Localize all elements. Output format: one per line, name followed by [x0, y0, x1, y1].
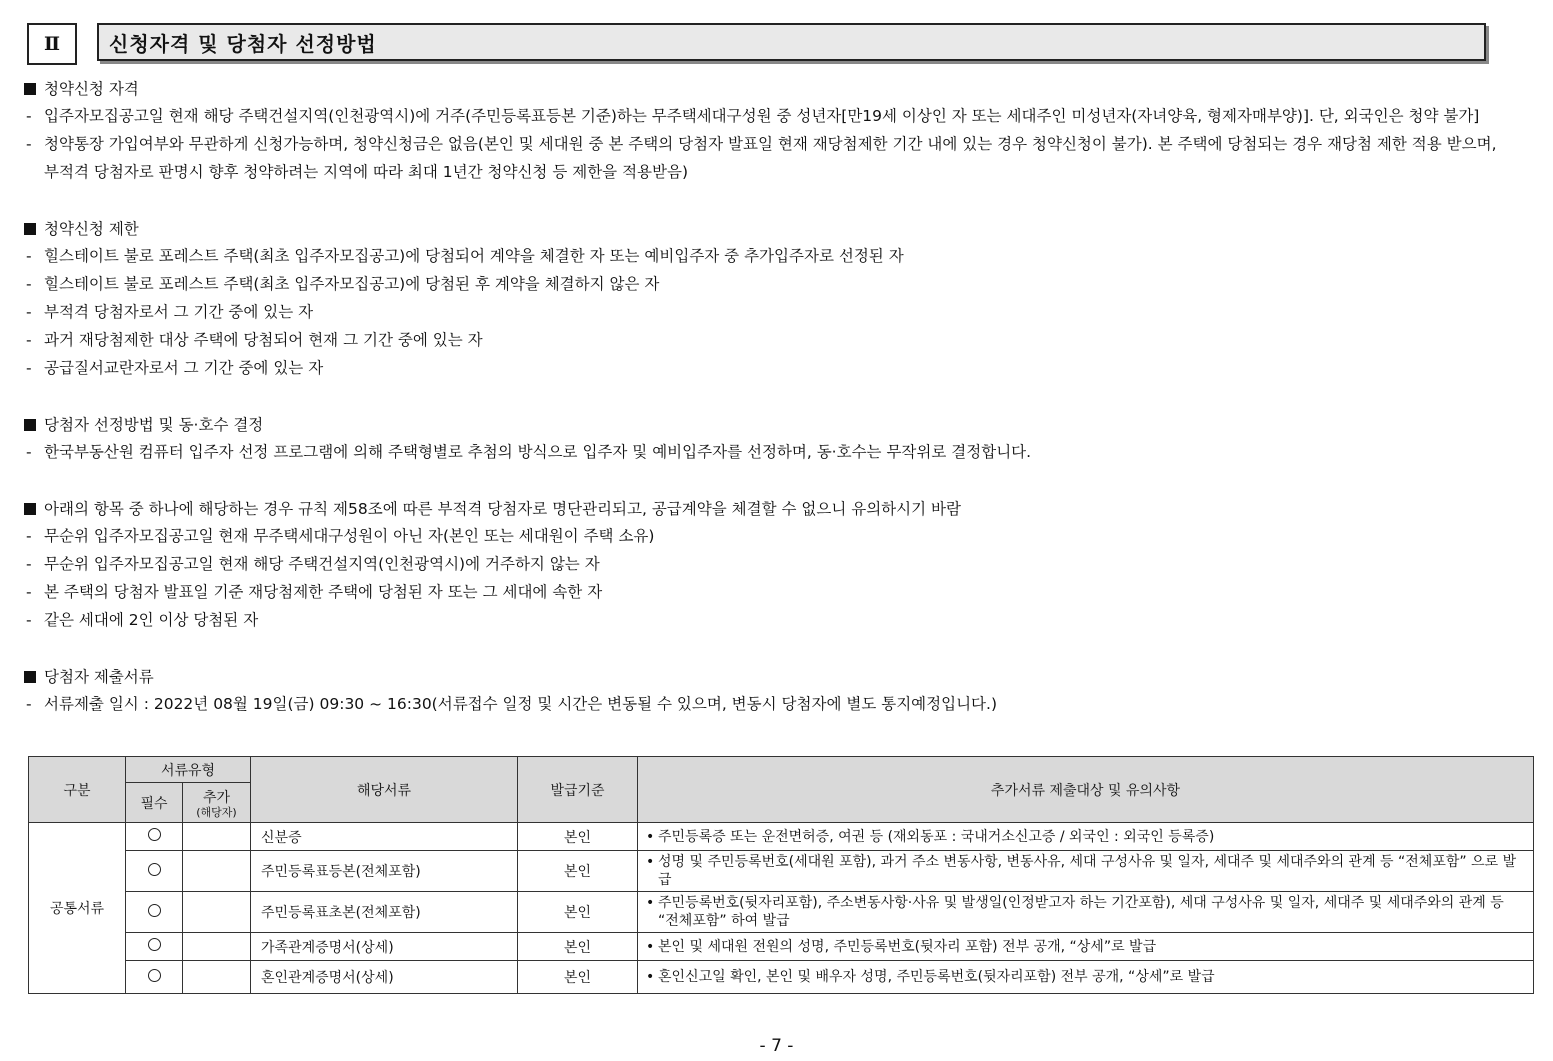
- square-bullet-icon: [24, 671, 36, 683]
- section-heading-text: 당첨자 제출서류: [44, 668, 154, 686]
- dash-bullet: -: [26, 527, 32, 545]
- additional-cell: [183, 892, 251, 933]
- list-item-text: 본 주택의 당첨자 발표일 기준 재당첨제한 주택에 당첨된 자 또는 그 세대에 속한 자: [44, 583, 603, 601]
- section-heading: [22, 412, 1532, 438]
- list-item-text: 공급질서교란자로서 그 기간 중에 있는 자: [44, 359, 324, 377]
- header-category: 구분: [29, 757, 126, 823]
- document-cell: 신분증: [251, 823, 518, 851]
- issuance-cell: 본인: [518, 892, 638, 933]
- required-cell: [126, 851, 183, 892]
- list-item: [22, 130, 1532, 186]
- additional-cell: [183, 933, 251, 961]
- dash-bullet: -: [26, 247, 32, 265]
- section-1: [22, 216, 1532, 382]
- circle-mark-icon: [148, 904, 161, 917]
- note-cell: [638, 933, 1534, 961]
- table-row: [29, 933, 1534, 961]
- issuance-cell: 본인: [518, 823, 638, 851]
- note-cell: [638, 892, 1534, 933]
- list-item: [22, 438, 1532, 466]
- dash-bullet: -: [26, 583, 32, 601]
- header-additional: [183, 783, 251, 823]
- required-cell: [126, 933, 183, 961]
- header-additional-sub: (해당자): [196, 805, 237, 819]
- section-content: [22, 76, 1532, 718]
- note-cell: [638, 851, 1534, 892]
- section-header: [27, 23, 1490, 63]
- circle-mark-icon: [148, 938, 161, 951]
- bullet-dot: •: [646, 938, 655, 955]
- required-cell: [126, 892, 183, 933]
- document-cell: 가족관계증명서(상세): [251, 933, 518, 961]
- table-row: [29, 851, 1534, 892]
- list-item: [22, 298, 1532, 326]
- list-item: [22, 606, 1532, 634]
- list-item: [22, 354, 1532, 382]
- documents-table: [28, 756, 1534, 994]
- dash-bullet: -: [26, 695, 32, 713]
- required-cell: [126, 823, 183, 851]
- required-cell: [126, 961, 183, 994]
- square-bullet-icon: [24, 503, 36, 515]
- header-doc-type: 서류유형: [126, 757, 251, 783]
- section-heading: [22, 76, 1532, 102]
- list-item: [22, 326, 1532, 354]
- page-number: - 7 -: [759, 1036, 794, 1056]
- list-item-text: 무순위 입주자모집공고일 현재 무주택세대구성원이 아닌 자(본인 또는 세대원이 주택 소유): [44, 527, 655, 545]
- section-0: [22, 76, 1532, 186]
- list-item-text: 힐스테이트 불로 포레스트 주택(최초 입주자모집공고)에 당첨된 후 계약을 체결하지 않은 자: [44, 275, 660, 293]
- dash-bullet: -: [26, 275, 32, 293]
- header-issuance: 발급기준: [518, 757, 638, 823]
- list-item: [22, 522, 1532, 550]
- list-item: [22, 690, 1532, 718]
- list-item-text: 힐스테이트 불로 포레스트 주택(최초 입주자모집공고)에 당첨되어 계약을 체결한 자 또는 예비입주자 중 추가입주자로 선정된 자: [44, 247, 904, 265]
- section-heading: [22, 216, 1532, 242]
- section-3: [22, 496, 1532, 634]
- section-2: [22, 412, 1532, 466]
- issuance-cell: 본인: [518, 851, 638, 892]
- dash-bullet: -: [26, 135, 32, 153]
- additional-cell: [183, 823, 251, 851]
- section-heading-text: 당첨자 선정방법 및 동·호수 결정: [44, 416, 264, 434]
- section-4: [22, 664, 1532, 718]
- circle-mark-icon: [148, 828, 161, 841]
- issuance-cell: 본인: [518, 961, 638, 994]
- note-cell: [638, 823, 1534, 851]
- note-text: 주민등록번호(뒷자리포함), 주소변동사항·사유 및 발생일(인정받고자 하는 기간포함), 세대 구성사유 및 일자, 세대주 및 세대주와의 관계 등 “전체포함” 하여 발급: [658, 895, 1504, 929]
- list-item-text: 같은 세대에 2인 이상 당첨된 자: [44, 611, 259, 629]
- note-text: 혼인신고일 확인, 본인 및 배우자 성명, 주민등록번호(뒷자리포함) 전부 공개, “상세”로 발급: [658, 969, 1215, 985]
- group-cell: 공통서류: [29, 823, 126, 994]
- table-row: [29, 961, 1534, 994]
- section-heading-text: 아래의 항목 중 하나에 해당하는 경우 규칙 제58조에 따른 부적격 당첨자로 명단관리되고, 공급계약을 체결할 수 없으니 유의하시기 바람: [44, 500, 961, 518]
- document-cell: 혼인관계증명서(상세): [251, 961, 518, 994]
- square-bullet-icon: [24, 419, 36, 431]
- list-item-text: 한국부동산원 컴퓨터 입주자 선정 프로그램에 의해 주택형별로 추첨의 방식으로 입주자 및 예비입주자를 선정하며, 동·호수는 무작위로 결정합니다.: [44, 443, 1032, 461]
- section-heading: [22, 664, 1532, 690]
- dash-bullet: -: [26, 555, 32, 573]
- issuance-cell: 본인: [518, 933, 638, 961]
- table-row: [29, 892, 1534, 933]
- header-notes: 추가서류 제출대상 및 유의사항: [638, 757, 1534, 823]
- list-item: [22, 550, 1532, 578]
- note-text: 본인 및 세대원 전원의 성명, 주민등록번호(뒷자리 포함) 전부 공개, “상세”로 발급: [658, 938, 1157, 955]
- header-document: 해당서류: [251, 757, 518, 823]
- bullet-dot: •: [646, 828, 655, 845]
- document-cell: 주민등록표초본(전체포함): [251, 892, 518, 933]
- section-heading: [22, 496, 1532, 522]
- bullet-dot: •: [646, 854, 655, 870]
- list-item-text: 입주자모집공고일 현재 해당 주택건설지역(인천광역시)에 거주(주민등록표등본 기준)하는 무주택세대구성원 중 성년자[만19세 이상인 자 또는 세대주인 미성년자(자녀양육, 형제자매부양)]. 단, 외국인은 청약 불가]: [44, 107, 1480, 125]
- circle-mark-icon: [148, 863, 161, 876]
- section-number: Ⅱ: [27, 23, 77, 65]
- dash-bullet: -: [26, 443, 32, 461]
- bullet-dot: •: [646, 895, 655, 911]
- additional-cell: [183, 851, 251, 892]
- header-required: 필수: [126, 783, 183, 823]
- circle-mark-icon: [148, 969, 161, 982]
- table-row: [29, 823, 1534, 851]
- section-heading-text: 청약신청 제한: [44, 220, 139, 238]
- dash-bullet: -: [26, 107, 32, 125]
- note-text: 주민등록증 또는 운전면허증, 여권 등 (재외동포 : 국내거소신고증 / 외국인 : 외국인 등록증): [658, 828, 1215, 845]
- list-item: [22, 102, 1532, 130]
- square-bullet-icon: [24, 83, 36, 95]
- list-item-text: 서류제출 일시 : 2022년 08월 19일(금) 09:30 ~ 16:30(서류접수 일정 및 시간은 변동될 수 있으며, 변동시 당첨자에 별도 통지예정입니다.): [44, 695, 998, 713]
- additional-cell: [183, 961, 251, 994]
- list-item: [22, 578, 1532, 606]
- section-title: 신청자격 및 당첨자 선정방법: [97, 23, 1486, 61]
- dash-bullet: -: [26, 611, 32, 629]
- bullet-dot: •: [646, 969, 655, 985]
- dash-bullet: -: [26, 331, 32, 349]
- document-cell: 주민등록표등본(전체포함): [251, 851, 518, 892]
- header-additional-label: 추가: [202, 789, 231, 806]
- list-item-text: 부적격 당첨자로서 그 기간 중에 있는 자: [44, 303, 314, 321]
- list-item-text: 과거 재당첨제한 대상 주택에 당첨되어 현재 그 기간 중에 있는 자: [44, 331, 483, 349]
- list-item-text: 청약통장 가입여부와 무관하게 신청가능하며, 청약신청금은 없음(본인 및 세대원 중 본 주택의 당첨자 발표일 현재 재당첨제한 기간 내에 있는 경우 청약신청이 불가). 본 주택에 당첨되는 경우 재당첨 제한 적용 받으며, 부적격 당첨자로 판명시 향후 청약하려는 지역에 따라 최대 1년간 청약신청 등 제한을 적용받음): [44, 135, 1497, 181]
- dash-bullet: -: [26, 359, 32, 377]
- note-cell: [638, 961, 1534, 994]
- list-item: [22, 242, 1532, 270]
- list-item-text: 무순위 입주자모집공고일 현재 해당 주택건설지역(인천광역시)에 거주하지 않는 자: [44, 555, 600, 573]
- dash-bullet: -: [26, 303, 32, 321]
- square-bullet-icon: [24, 223, 36, 235]
- section-heading-text: 청약신청 자격: [44, 80, 139, 98]
- list-item: [22, 270, 1532, 298]
- note-text: 성명 및 주민등록번호(세대원 포함), 과거 주소 변동사항, 변동사유, 세대 구성사유 및 일자, 세대주 및 세대주와의 관계 등 “전체포함” 으로 발급: [658, 854, 1517, 888]
